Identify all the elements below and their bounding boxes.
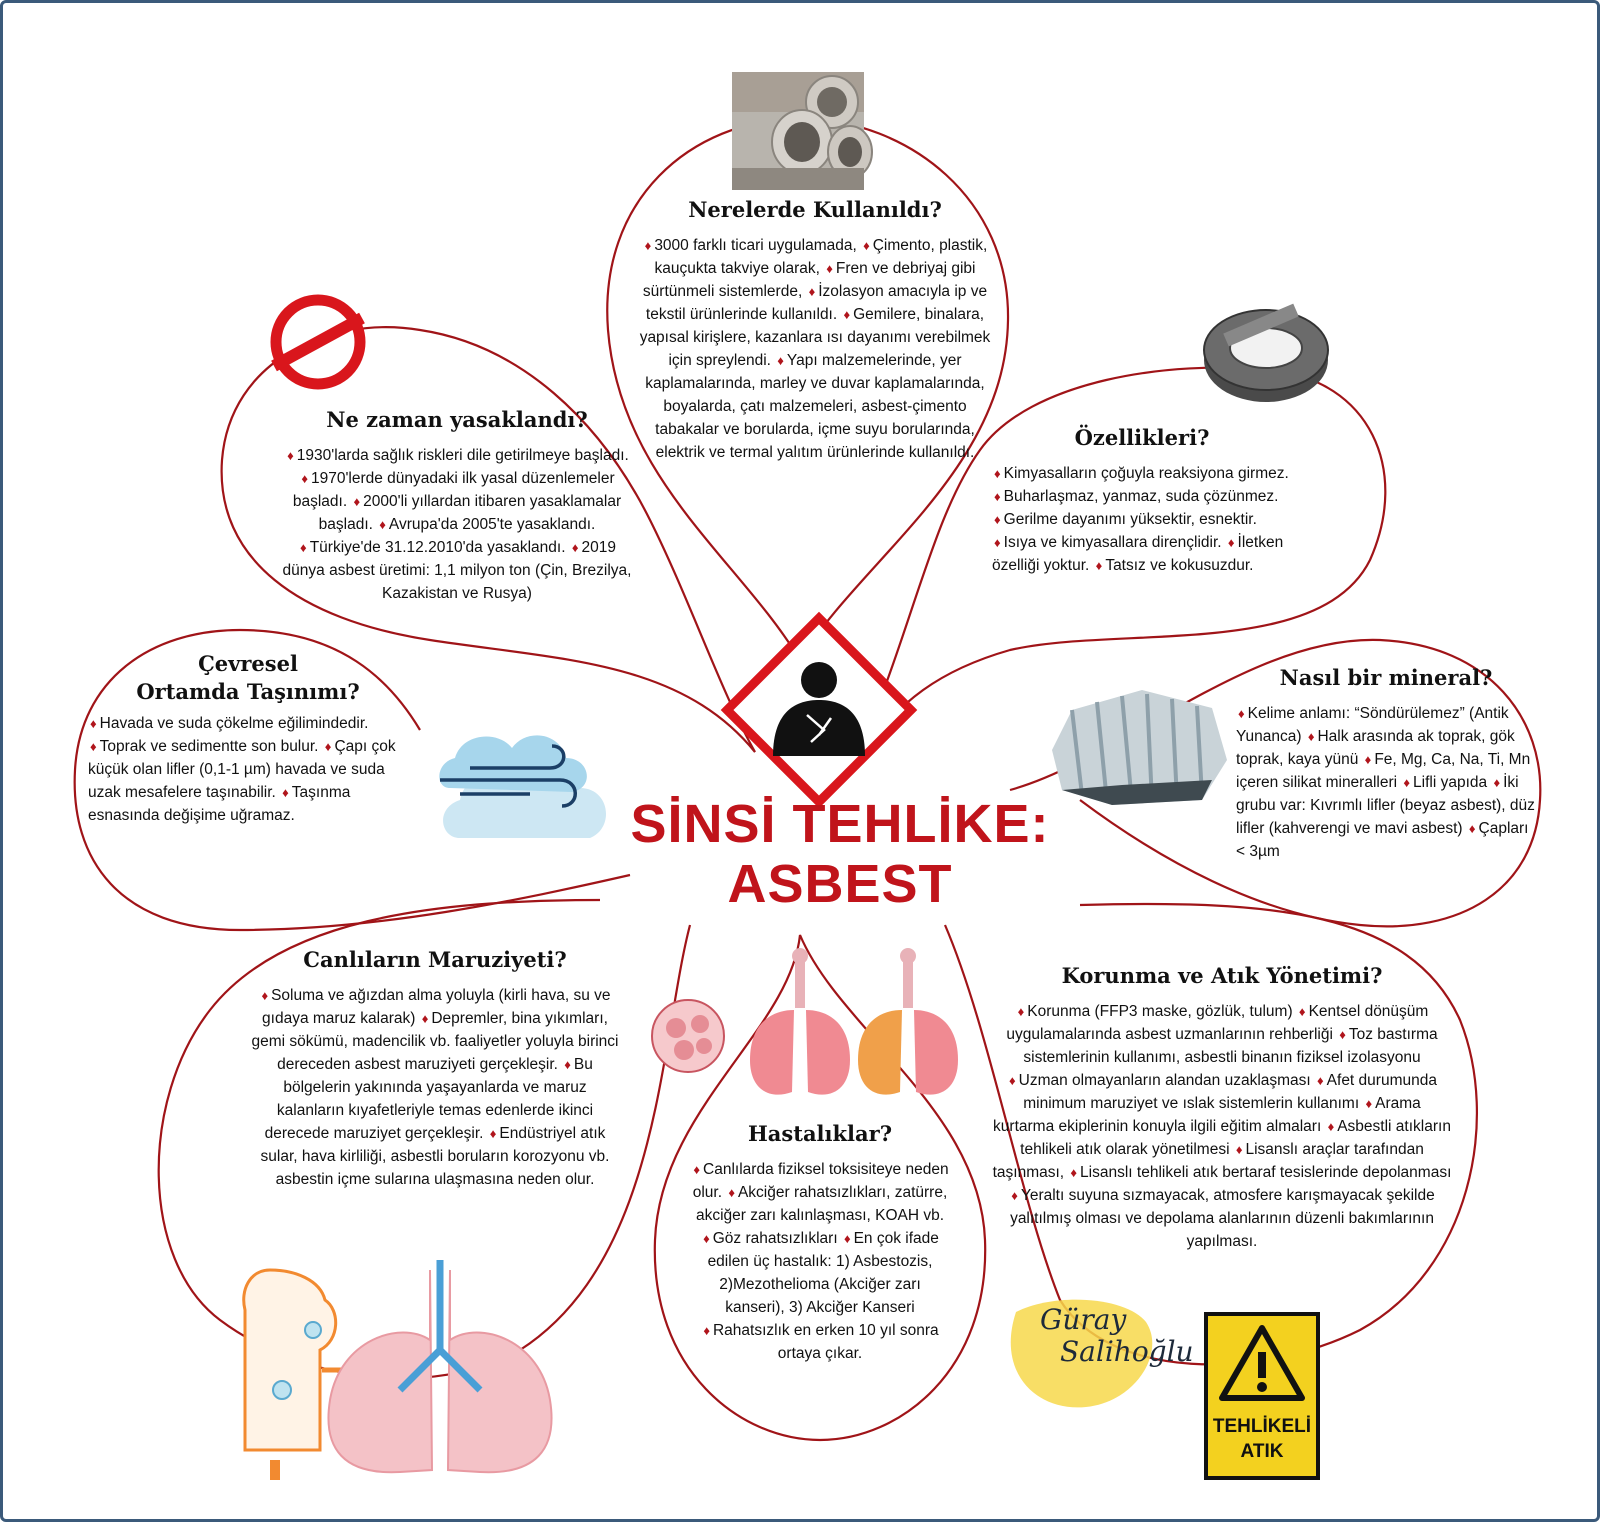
bullet-diamond-icon: ♦ bbox=[571, 540, 579, 555]
bullet-diamond-icon: ♦ bbox=[843, 1231, 851, 1246]
bullet-item: Soluma ve ağızdan alma yoluyla (kirli hava, su ve gıdaya maruz kalarak) bbox=[262, 987, 611, 1027]
bullet-diamond-icon: ♦ bbox=[703, 1231, 710, 1246]
large-lungs-illustration bbox=[328, 1260, 551, 1472]
bullet-item: Bu bölgelerin yakınında yaşayanlarda ve maruz kalanların kıyafetleriyle temas edenlerde ikinci derecede maruziyet gerçekleşir. bbox=[264, 1056, 594, 1142]
section-cevre-title bbox=[88, 650, 408, 706]
bullet-diamond-icon: ♦ bbox=[1403, 775, 1411, 790]
bullet-diamond-icon: ♦ bbox=[1009, 1073, 1016, 1088]
sign-line1: TEHLİKELİ bbox=[1212, 1416, 1312, 1437]
bullet-diamond-icon: ♦ bbox=[808, 284, 816, 299]
bullet-item: Göz rahatsızlıkları bbox=[712, 1230, 842, 1247]
section-yasak-title: Ne zaman yasaklandı? bbox=[326, 407, 588, 432]
bullet-item: Avrupa'da 2005'te yasaklandı. bbox=[388, 516, 596, 533]
signature bbox=[1040, 1304, 1194, 1368]
bullet-item: Akciğer rahatsızlıkları, zatürre, akciğer zarı kalınlaşması, KOAH vb. bbox=[695, 1184, 948, 1224]
section-mineral-body bbox=[1236, 702, 1536, 863]
section-kullanim-body bbox=[630, 234, 1000, 464]
no-entry-icon bbox=[274, 300, 362, 384]
health-hazard-icon bbox=[727, 618, 911, 802]
bullet-item: Buharlaşmaz, yanmaz, suda çözünmez. bbox=[1003, 488, 1279, 505]
bullet-diamond-icon: ♦ bbox=[863, 238, 870, 253]
bullet-diamond-icon: ♦ bbox=[1339, 1027, 1346, 1042]
bullet-diamond-icon: ♦ bbox=[1235, 1142, 1243, 1157]
section-cevre-title-line2: Ortamda Taşınımı? bbox=[136, 679, 360, 704]
bullet-item: Kimyasalların çoğuyla reaksiyona girmez. bbox=[1003, 465, 1289, 482]
respiratory-illustration bbox=[244, 1270, 342, 1480]
bullet-diamond-icon: ♦ bbox=[843, 307, 851, 322]
bullet-diamond-icon: ♦ bbox=[1493, 775, 1501, 790]
cells-illustration bbox=[652, 1000, 724, 1072]
section-kullanim-title: Nerelerde Kullanıldı? bbox=[688, 197, 942, 222]
section-cevre-title-line1: Çevresel bbox=[198, 651, 298, 676]
bullet-diamond-icon: ♦ bbox=[1011, 1188, 1018, 1203]
bullet-diamond-icon: ♦ bbox=[324, 739, 332, 754]
section-mineral-title: Nasıl bir mineral? bbox=[1279, 665, 1493, 690]
bullet-item: 3000 farklı ticari uygulamada, bbox=[654, 237, 862, 254]
bullet-item: Tatsız ve kokusuzdur. bbox=[1105, 557, 1254, 574]
section-kullanim bbox=[630, 196, 1000, 464]
bullet-item: Kentsel dönüşüm uygulamalarında asbest uzmanlarının rehberliği bbox=[1006, 1003, 1429, 1043]
section-yasak-body bbox=[282, 444, 632, 605]
bullet-item: İzolasyon amacıyla ip ve tekstil ürünlerinde kullanıldı. bbox=[645, 283, 988, 323]
bullet-diamond-icon: ♦ bbox=[994, 512, 1001, 527]
bullet-item: Yeraltı suyuna sızmayacak, atmosfere karışmayacak şekilde yalıtılmış olması ve depolama alanlarının düzenli bakımlarının yapılması. bbox=[1010, 1187, 1435, 1250]
bullet-item: Depremler, bina yıkımları, gemi sökümü, madencilik vb. faaliyetler yoluyla birinci dereceden asbest maruziyeti gerçekleşir. bbox=[251, 1010, 619, 1073]
bullet-diamond-icon: ♦ bbox=[1298, 1004, 1306, 1019]
section-hastalik-body bbox=[690, 1158, 950, 1365]
bullet-item: Toprak ve sedimentte son bulur. bbox=[99, 738, 323, 755]
section-mineral bbox=[1236, 664, 1536, 863]
bullet-item: 1970'lerde dünyadaki ilk yasal düzenlemeler başladı. bbox=[292, 470, 615, 510]
bullet-diamond-icon: ♦ bbox=[1017, 1004, 1025, 1019]
section-ozellik-body bbox=[992, 462, 1292, 577]
section-korunma-body bbox=[992, 1000, 1452, 1253]
bullet-diamond-icon: ♦ bbox=[693, 1162, 701, 1177]
section-korunma bbox=[992, 962, 1452, 1253]
bullet-item: İki grubu var: Kıvrımlı lifler (beyaz asbest), düz lifler (kahverengi ve mavi asbest) bbox=[1236, 774, 1535, 837]
bullet-diamond-icon: ♦ bbox=[287, 448, 294, 463]
bullet-diamond-icon: ♦ bbox=[1317, 1073, 1324, 1088]
bullet-diamond-icon: ♦ bbox=[90, 716, 97, 731]
section-ozellik bbox=[992, 424, 1292, 577]
bullet-item: Halk arasında ak toprak, gök toprak, kaya yünü bbox=[1236, 728, 1515, 768]
bullet-item: Rahatsızlık en erken 10 yıl sonra ortaya çıkar. bbox=[712, 1322, 939, 1362]
bullet-diamond-icon: ♦ bbox=[994, 535, 1001, 550]
rope-coil-photo bbox=[1204, 310, 1328, 402]
section-cevre-body bbox=[88, 712, 408, 827]
bullet-item: Arama kurtarma ekiplerinin konuyla ilgili eğitim almaları bbox=[993, 1095, 1421, 1135]
bullet-diamond-icon: ♦ bbox=[301, 471, 308, 486]
bullet-diamond-icon: ♦ bbox=[1364, 752, 1372, 767]
bullet-diamond-icon: ♦ bbox=[1365, 1096, 1373, 1111]
section-maruziyet bbox=[250, 946, 620, 1191]
bullet-item: Lifli yapıda bbox=[1413, 774, 1492, 791]
sign-line2: ATIK bbox=[1240, 1441, 1284, 1462]
pipes-photo bbox=[732, 72, 872, 190]
bullet-item: Uzman olmayanların alandan uzaklaşması bbox=[1018, 1072, 1316, 1089]
bullet-diamond-icon: ♦ bbox=[1227, 535, 1235, 550]
bullet-item: Türkiye'de 31.12.2010'da yasaklandı. bbox=[309, 539, 570, 556]
bullet-diamond-icon: ♦ bbox=[994, 489, 1001, 504]
signature-line2: Salihoğlu bbox=[1060, 1335, 1194, 1368]
section-korunma-title: Korunma ve Atık Yönetimi? bbox=[1061, 963, 1383, 988]
bullet-diamond-icon: ♦ bbox=[994, 466, 1001, 481]
bullet-diamond-icon: ♦ bbox=[300, 540, 307, 555]
bullet-diamond-icon: ♦ bbox=[489, 1126, 497, 1141]
section-yasak bbox=[282, 406, 632, 605]
bullet-item: Afet durumunda minimum maruziyet ve ıslak sistemlerin kullanımı bbox=[1023, 1072, 1437, 1112]
bullet-diamond-icon: ♦ bbox=[826, 261, 833, 276]
mineral-rock-photo bbox=[1052, 690, 1227, 805]
bullet-item: Havada ve suda çökelme eğilimindedir. bbox=[99, 715, 369, 732]
bullet-item: Isıya ve kimyasallara dirençlidir. bbox=[1003, 534, 1226, 551]
bullet-diamond-icon: ♦ bbox=[353, 494, 361, 509]
bullet-diamond-icon: ♦ bbox=[90, 739, 97, 754]
bullet-item: Endüstriyel atık sular, hava kirliliği, asbestli boruların korozyonu vb. asbestin içme sularına ulaşmasına neden olur. bbox=[260, 1125, 610, 1188]
bullet-item: Taşınma esnasında değişime uğramaz. bbox=[88, 784, 351, 824]
bullet-item: Çapları < 3µm bbox=[1236, 820, 1529, 860]
bullet-diamond-icon: ♦ bbox=[261, 988, 269, 1003]
bullet-item: Fren ve debriyaj gibi sürtünmeli sistemlerde, bbox=[642, 260, 976, 300]
bullet-diamond-icon: ♦ bbox=[1070, 1165, 1078, 1180]
bullet-diamond-icon: ♦ bbox=[703, 1323, 710, 1338]
bullet-item: Toz bastırma sistemlerinin kullanımı, asbestli binanın fiziksel izolasyonu bbox=[1023, 1026, 1438, 1066]
bullet-diamond-icon: ♦ bbox=[1468, 821, 1476, 836]
headline-line2: ASBEST bbox=[727, 854, 953, 914]
section-maruziyet-body bbox=[250, 984, 620, 1191]
bullet-diamond-icon: ♦ bbox=[564, 1057, 571, 1072]
bullet-diamond-icon: ♦ bbox=[728, 1185, 735, 1200]
bullet-item: Gerilme dayanımı yüksektir, esnektir. bbox=[1003, 511, 1257, 528]
bullet-item: Çapı çok küçük olan lifler (0,1-1 µm) havada ve suda uzak mesafelere taşınabilir. bbox=[88, 738, 396, 801]
headline-line1: SİNSİ TEHLİKE: bbox=[630, 794, 1050, 854]
bullet-item: Gemilere, binalara, yapısal kirişlere, kazanlara ısı dayanımı verebilmek için spreylendi. bbox=[639, 306, 991, 369]
bullet-diamond-icon: ♦ bbox=[644, 238, 652, 253]
bullet-diamond-icon: ♦ bbox=[421, 1011, 429, 1026]
bullet-item: 2000'li yıllardan itibaren yasaklamalar başladı. bbox=[318, 493, 622, 533]
bullet-item: 2019 dünya asbest üretimi: 1,1 milyon ton (Çin, Brezilya, Kazakistan ve Rusya) bbox=[282, 539, 632, 602]
signature-line1: Güray bbox=[1040, 1303, 1127, 1336]
bullet-item: Lisanslı tehlikeli atık bertaraf tesislerinde depolanması bbox=[1080, 1164, 1452, 1181]
bullet-item: İletken özelliği yoktur. bbox=[992, 534, 1284, 574]
bullet-diamond-icon: ♦ bbox=[1307, 729, 1315, 744]
bullet-diamond-icon: ♦ bbox=[777, 353, 784, 368]
bullet-item: En çok ifade edilen üç hastalık: 1) Asbestozis, 2)Mezothelioma (Akciğer zarı kanseri), 3) Akciğer Kanseri bbox=[707, 1230, 939, 1316]
section-cevre bbox=[88, 650, 408, 827]
section-hastalik-title: Hastalıklar? bbox=[747, 1121, 893, 1146]
bullet-item: Kelime anlamı: “Söndürülemez” (Antik Yunanca) bbox=[1236, 705, 1509, 745]
section-ozellik-title: Özellikleri? bbox=[1074, 425, 1210, 450]
bullet-diamond-icon: ♦ bbox=[282, 785, 289, 800]
section-maruziyet-title: Canlıların Maruziyeti? bbox=[303, 947, 567, 972]
bullet-diamond-icon: ♦ bbox=[1327, 1119, 1335, 1134]
section-hastalik bbox=[690, 1120, 950, 1365]
healthy-lungs-illustration bbox=[750, 948, 850, 1095]
bullet-diamond-icon: ♦ bbox=[1095, 558, 1103, 573]
bullet-item: Lisanslı araçlar tarafından taşınması, bbox=[992, 1141, 1424, 1181]
bullet-diamond-icon: ♦ bbox=[379, 517, 386, 532]
bullet-item: Fe, Mg, Ca, Na, Ti, Mn içeren silikat mineralleri bbox=[1236, 751, 1531, 791]
bullet-item: 1930'larda sağlık riskleri dile getirilmeye başladı. bbox=[296, 447, 629, 464]
bullet-item: Canlılarda fiziksel toksisiteye neden olur. bbox=[692, 1161, 949, 1201]
damaged-lungs-illustration bbox=[858, 948, 958, 1095]
headline bbox=[560, 794, 1120, 914]
bullet-item: Çimento, plastik, kauçukta takviye olarak, bbox=[654, 237, 988, 277]
bullet-item: Yapı malzemelerinde, yer kaplamalarında, marley ve duvar kaplamalarında, boyalarda, çatı malzemeleri, asbest-çimento tabakalar ve borularda, içme suyu borularında, elektrik ve termal yalıtım ürünlerinde kullanıldı. bbox=[645, 352, 985, 461]
bullet-diamond-icon: ♦ bbox=[1238, 706, 1245, 721]
hazardous-waste-sign bbox=[1206, 1314, 1318, 1478]
bullet-item: Korunma (FFP3 maske, gözlük, tulum) bbox=[1027, 1003, 1297, 1020]
bullet-item: Asbestli atıkların tehlikeli atık olarak yönetilmesi bbox=[1020, 1118, 1451, 1158]
